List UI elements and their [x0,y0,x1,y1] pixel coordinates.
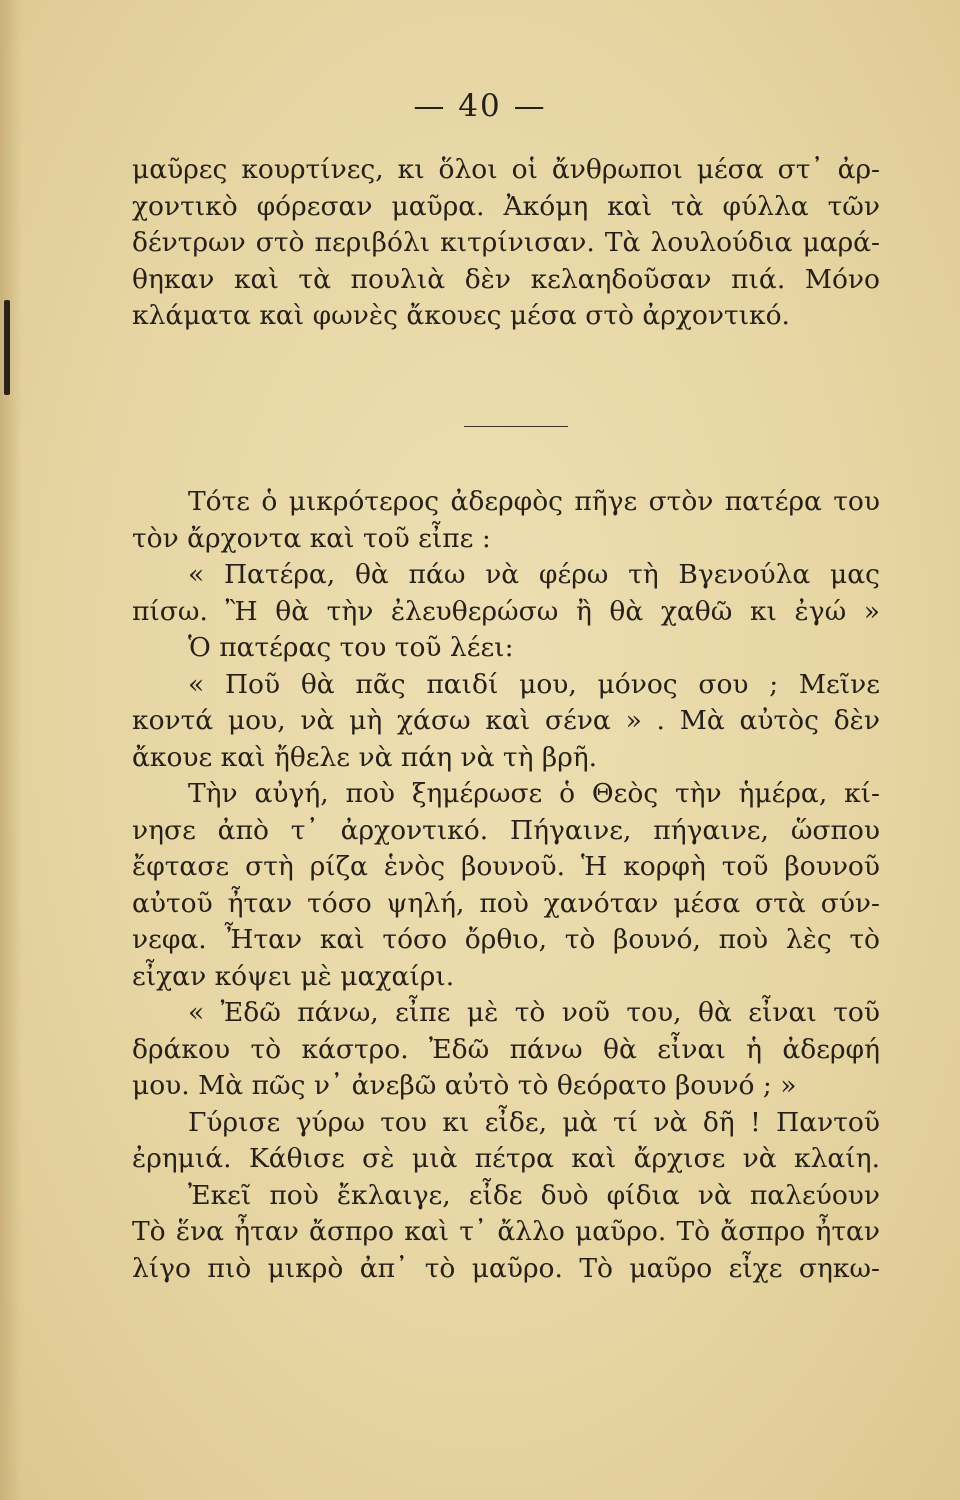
text-line: αὐτοῦ ἦταν τόσο ψηλή, ποὺ χανόταν μέσα στὰ σύν- [132,887,880,919]
page-edge-shadow [0,0,22,1500]
text-line: θηκαν καὶ τὰ πουλιὰ δὲν κελαηδοῦσαν πιά. Μόνο [132,263,880,295]
text-line: τὸν ἄρχοντα καὶ τοῦ εἶπε : [132,522,491,554]
page-number: — 40 — [413,88,547,124]
binding-mark [4,300,10,395]
text-line: « Ποῦ θὰ πᾶς παιδί μου, μόνος σου ; Μεῖνε [188,668,880,700]
text-line: κλάματα καὶ φωνὲς ἄκουες μέσα στὸ ἀρχοντικό. [132,300,790,331]
text-line: μου. Μὰ πῶς ν᾽ ἀνεβῶ αὐτὸ τὸ θεόρατο βουνό ; » [132,1070,797,1101]
section-divider [464,426,568,427]
paragraph-1 [132,152,880,335]
text-line: δέντρων στὸ περιβόλι κιτρίνισαν. Τὰ λουλούδια μαρά- [132,227,880,258]
text-line: ἄκουε καὶ ἤθελε νὰ πάη νὰ τὴ βρῆ. [132,741,598,773]
text-line: Ἐκεῖ ποὺ ἔκλαιγε, εἶδε δυὸ φίδια νὰ παλεύουν [188,1179,880,1211]
text-line: Τὸ ἕνα ἦταν ἄσπρο καὶ τ᾽ ἄλλο μαῦρο. Τὸ ἄσπρο ἦταν [132,1216,880,1247]
text-line: κοντά μου, νὰ μὴ χάσω καὶ σένα » . Μὰ αὐτὸς δὲν [132,705,880,736]
text-line: μαῦρες κουρτίνες, κι ὅλοι οἱ ἄνθρωποι μέσα στ᾽ ἀρ- [132,154,880,185]
text-line: ἐρημιά. Κάθισε σὲ μιὰ πέτρα καὶ ἄρχισε νὰ κλαίη. [132,1143,880,1174]
text-line: Ὁ πατέρας του τοῦ λέει: [188,632,514,663]
text-line: δράκου τὸ κάστρο. Ἐδῶ πάνω θὰ εἶναι ἡ ἀδερφή [132,1033,880,1065]
text-line: « Ἐδῶ πάνω, εἶπε μὲ τὸ νοῦ του, θὰ εἶναι τοῦ [188,997,880,1028]
paragraph-2 [132,484,880,1287]
text-line: εἶχαν κόψει μὲ μαχαίρι. [132,960,455,992]
text-line: λίγο πιὸ μικρὸ ἀπ᾽ τὸ μαῦρο. Τὸ μαῦρο εἶχε σηκω- [132,1252,880,1284]
text-line: Τότε ὁ μικρότερος ἀδερφὸς πῆγε στὸν πατέρα του [188,486,880,517]
text-line: Τὴν αὐγή, ποὺ ξημέρωσε ὁ Θεὸς τὴν ἡμέρα, κί- [188,778,880,809]
text-line: πίσω. Ἢ θὰ τὴν ἐλευθερώσω ἢ θὰ χαθῶ κι ἐγώ » [132,595,880,627]
text-line: χοντικὸ φόρεσαν μαῦρα. Ἀκόμη καὶ τὰ φύλλα τῶν [132,190,880,222]
text-line: ἔφτασε στὴ ρίζα ἑνὸς βουνοῦ. Ἡ κορφὴ τοῦ βουνοῦ [132,851,880,882]
text-line: νησε ἀπὸ τ᾽ ἀρχοντικό. Πήγαινε, πήγαινε, ὥσπου [132,814,880,846]
text-line: « Πατέρα, θὰ πάω νὰ φέρω τὴ Βγενούλα μας [188,559,880,590]
text-line: νεφα. Ἦταν καὶ τόσο ὄρθιο, τὸ βουνό, ποὺ λὲς τὸ [132,924,880,955]
text-line: Γύρισε γύρω του κι εἶδε, μὰ τί νὰ δῆ ! Παντοῦ [188,1106,880,1138]
